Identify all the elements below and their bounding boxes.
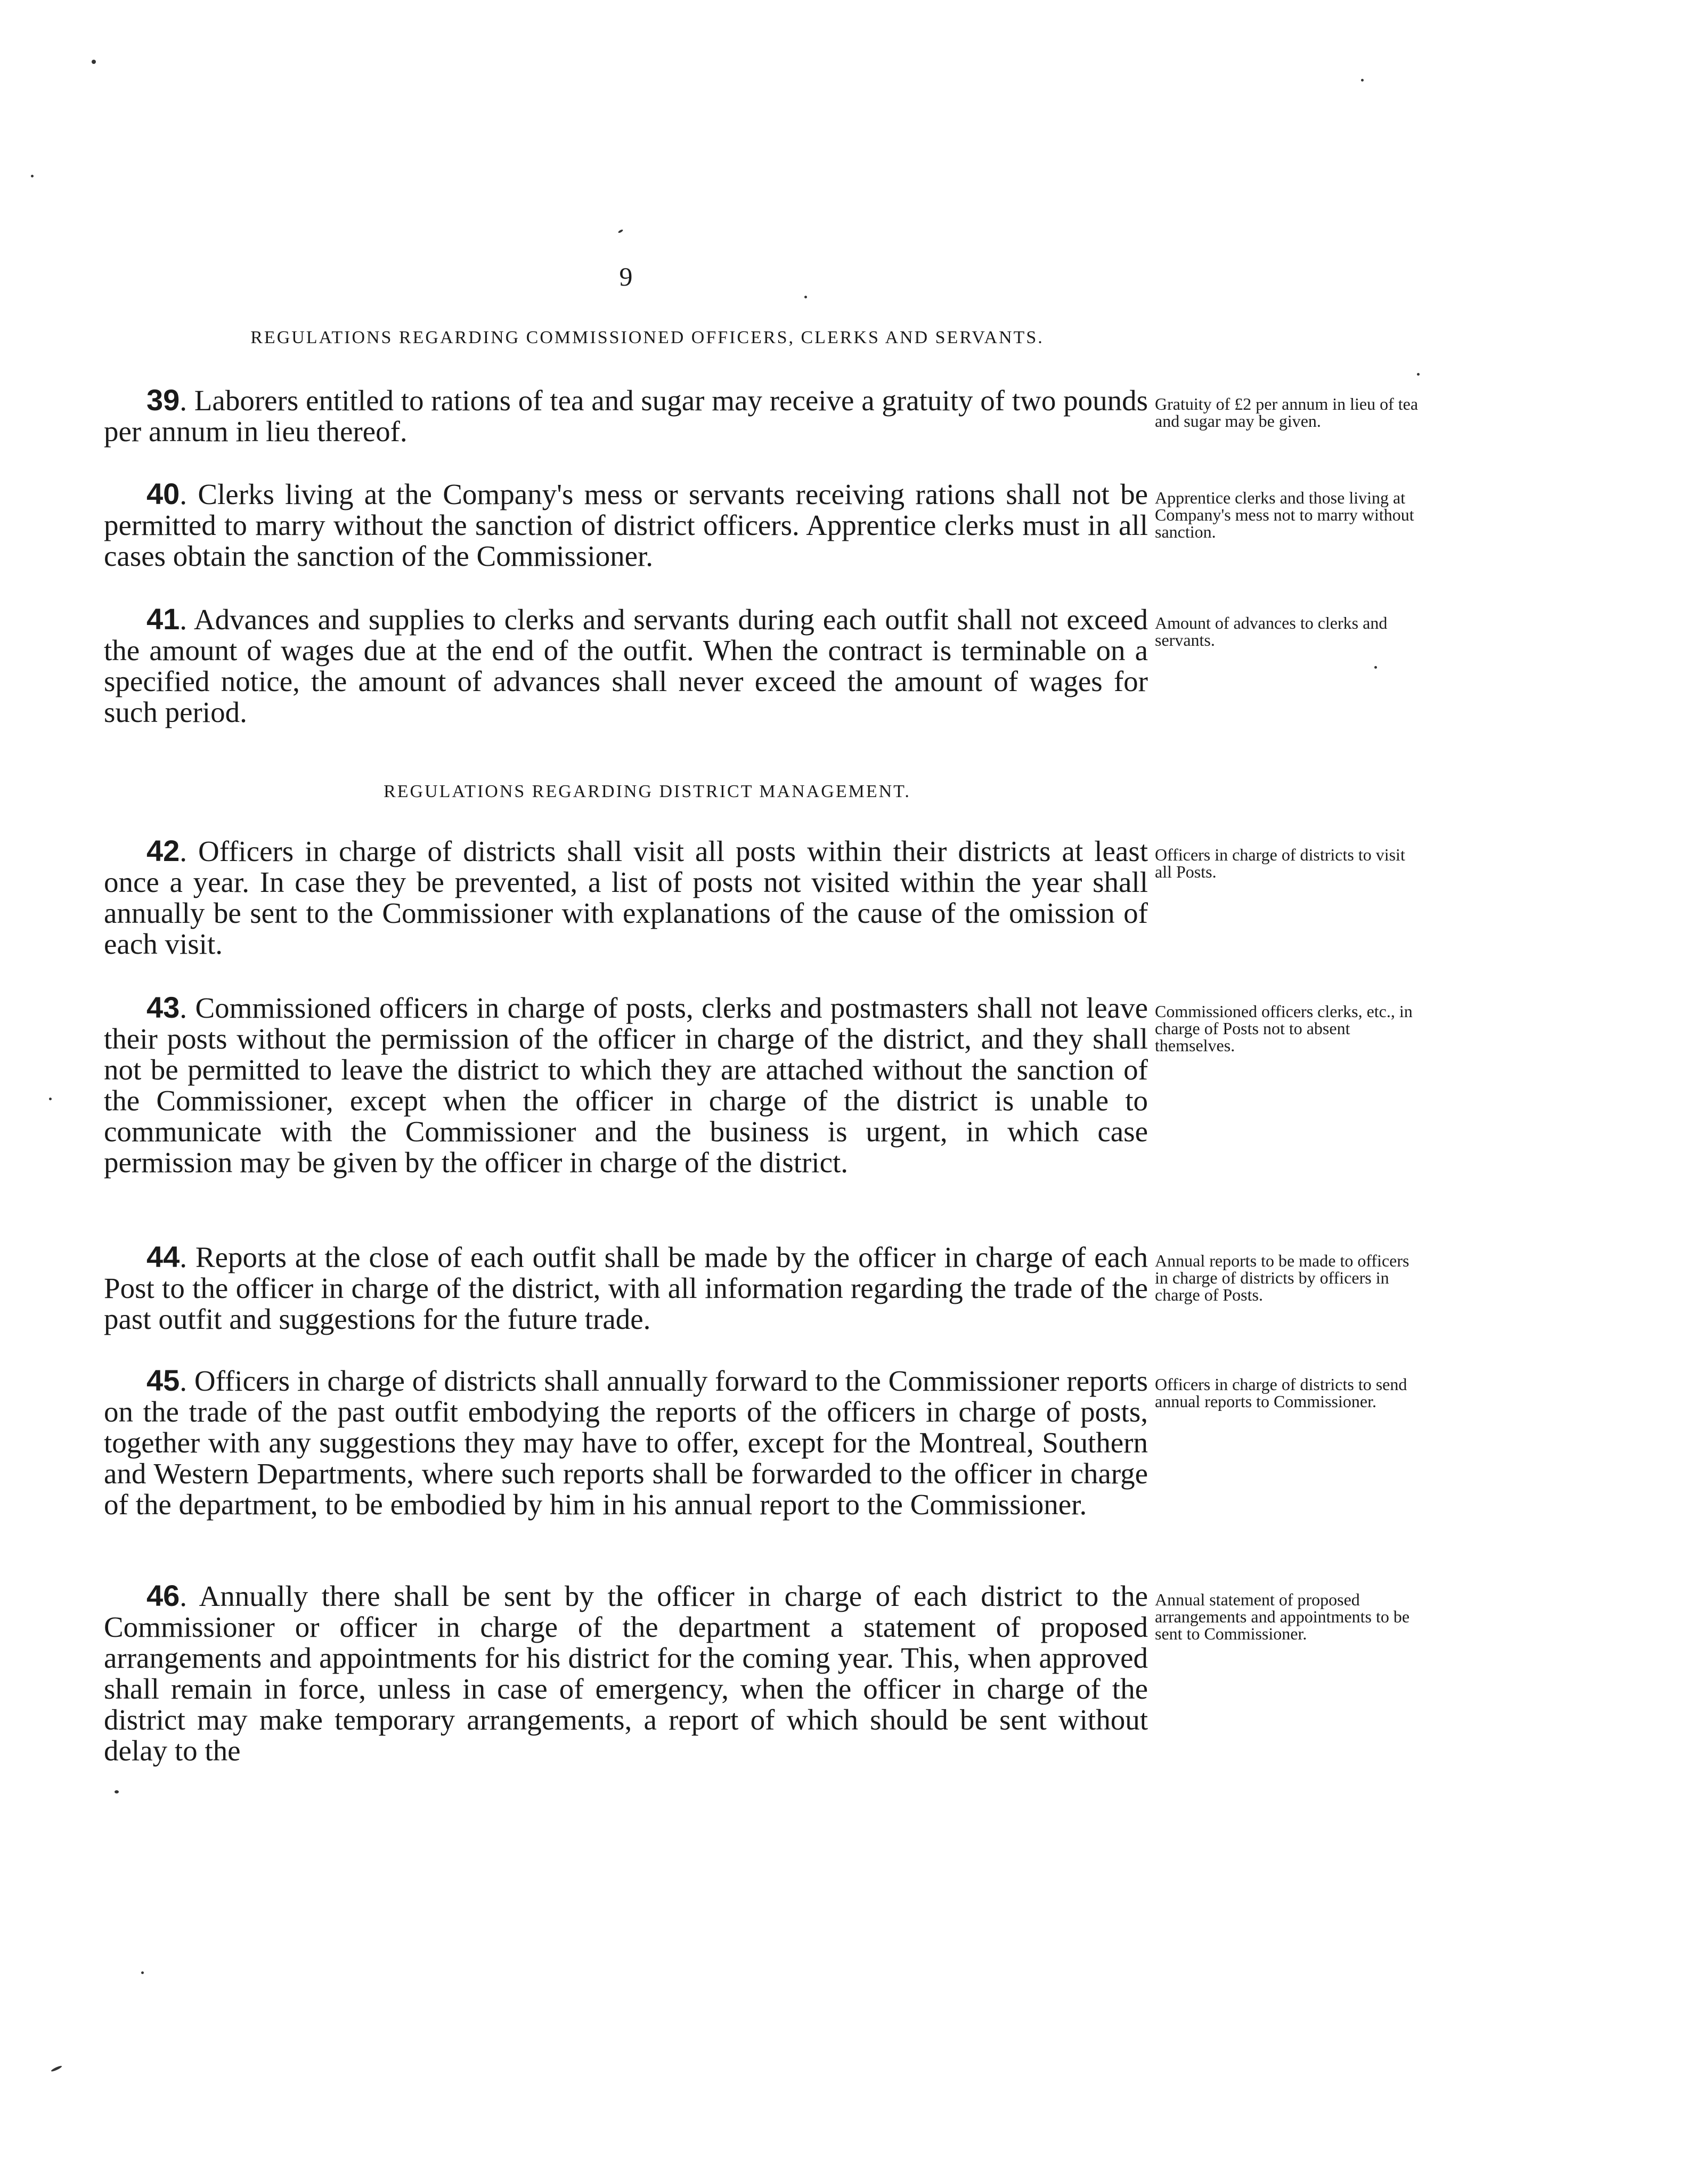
paragraph-41 xyxy=(104,604,1148,728)
scan-speck xyxy=(618,229,624,233)
paragraph-number: 42 xyxy=(146,834,180,867)
margin-note-43: Commissioned officers clerks, etc., in charge of Posts not to absent themselves. xyxy=(1155,1002,1413,1055)
paragraph-number: 45 xyxy=(146,1363,180,1397)
paragraph-text: . Reports at the close of each outfit shall be made by the officer in charge of each Post to the officer in charge of the district, with all information regarding the trade of the past outfit and suggestions for the future trade. xyxy=(104,1241,1148,1335)
paragraph-number: 46 xyxy=(146,1579,180,1612)
margin-note-39: Gratuity of £2 per annum in lieu of tea and sugar may be given. xyxy=(1155,394,1419,431)
paragraph-42 xyxy=(104,835,1148,960)
margin-note-42: Officers in charge of districts to visit all Posts. xyxy=(1155,845,1405,881)
scan-speck xyxy=(141,1971,144,1974)
scan-speck xyxy=(1374,666,1377,669)
paragraph-number: 40 xyxy=(146,477,180,510)
paragraph-44 xyxy=(104,1241,1148,1335)
paragraph-text: . Commissioned officers in charge of posts, clerks and postmasters shall not leave their posts without the permission of the officer in charge of the district, and they shall not be permitted to leave the district to which they are attached without the sanction of the Commissioner, except when the officer in charge of the district is unable to communicate with the Commissioner and the business is urgent, in which case permission may be given by the officer in charge of the district. xyxy=(104,992,1148,1179)
paragraph-45 xyxy=(104,1365,1148,1520)
paragraph-40 xyxy=(104,478,1148,572)
paragraph-number: 39 xyxy=(146,383,180,417)
paragraph-number: 44 xyxy=(146,1240,180,1273)
paragraph-number: 43 xyxy=(146,990,180,1024)
margin-note-44: Annual reports to be made to officers in charge of districts by officers in charge of Posts. xyxy=(1155,1251,1409,1304)
paragraph-text: . Laborers entitled to rations of tea and sugar may receive a gratuity of two pounds per annum in lieu thereof. xyxy=(104,384,1148,448)
paragraph-text: . Officers in charge of districts shall visit all posts within their districts at least once a year. In case they be prevented, a list of posts not visited within the year shall annually be sent to the Commissioner with explanations of the cause of the omission of each visit. xyxy=(104,835,1148,960)
margin-note-40: Apprentice clerks and those living at Company's mess not to marry without sanction. xyxy=(1155,488,1414,541)
scan-speck xyxy=(115,1790,119,1793)
scan-speck xyxy=(92,60,96,64)
paragraph-text: . Clerks living at the Company's mess or servants receiving rations shall not be permitted to marry without the sanction of district officers. Apprentice clerks must in all cases obtain the sanction of the Commissioner. xyxy=(104,478,1148,572)
margin-note-45: Officers in charge of districts to send annual reports to Commissioner. xyxy=(1155,1375,1407,1411)
scan-speck xyxy=(1417,373,1420,376)
scan-speck xyxy=(31,175,34,177)
section-heading-officers: REGULATIONS REGARDING COMMISSIONED OFFICERS, CLERKS AND SERVANTS. xyxy=(250,328,1044,347)
paragraph-text: . Annually there shall be sent by the officer in charge of each district to the Commissioner or officer in charge of the department a statement of proposed arrangements and appointments for his district for the coming year. This, when approved shall remain in force, unless in case of emergency, when the officer in charge of the district may make temporary arrangements, a report of which should be sent without delay to the xyxy=(104,1580,1148,1767)
scan-speck xyxy=(1361,79,1364,82)
paragraph-46 xyxy=(104,1580,1148,1766)
paragraph-text: . Officers in charge of districts shall annually forward to the Commissioner reports on the trade of the past outfit embodying the reports of the officers in charge of posts, together with any suggestions they may have to offer, except for the Montreal, Southern and Western Departments, where such reports shall be forwarded to the officer in charge of the department, to be embodied by him in his annual report to the Commissioner. xyxy=(104,1365,1148,1521)
margin-note-41: Amount of advances to clerks and servants. xyxy=(1155,613,1388,649)
section-heading-district: REGULATIONS REGARDING DISTRICT MANAGEMENT. xyxy=(384,782,911,801)
scan-speck xyxy=(49,1098,52,1100)
paragraph-text: . Advances and supplies to clerks and servants during each outfit shall not exceed the amount of wages due at the end of the outfit. When the contract is terminable on a specified notice, the amount of advances shall never exceed the amount of wages for such period. xyxy=(104,603,1148,728)
paragraph-43 xyxy=(104,992,1148,1178)
scan-speck xyxy=(51,2065,62,2073)
paragraph-39 xyxy=(104,385,1148,447)
paragraph-number: 41 xyxy=(146,602,180,636)
margin-note-46: Annual statement of proposed arrangements and appointments to be sent to Commissioner. xyxy=(1155,1590,1410,1643)
page-number: 9 xyxy=(619,262,633,291)
scan-speck xyxy=(804,296,807,298)
